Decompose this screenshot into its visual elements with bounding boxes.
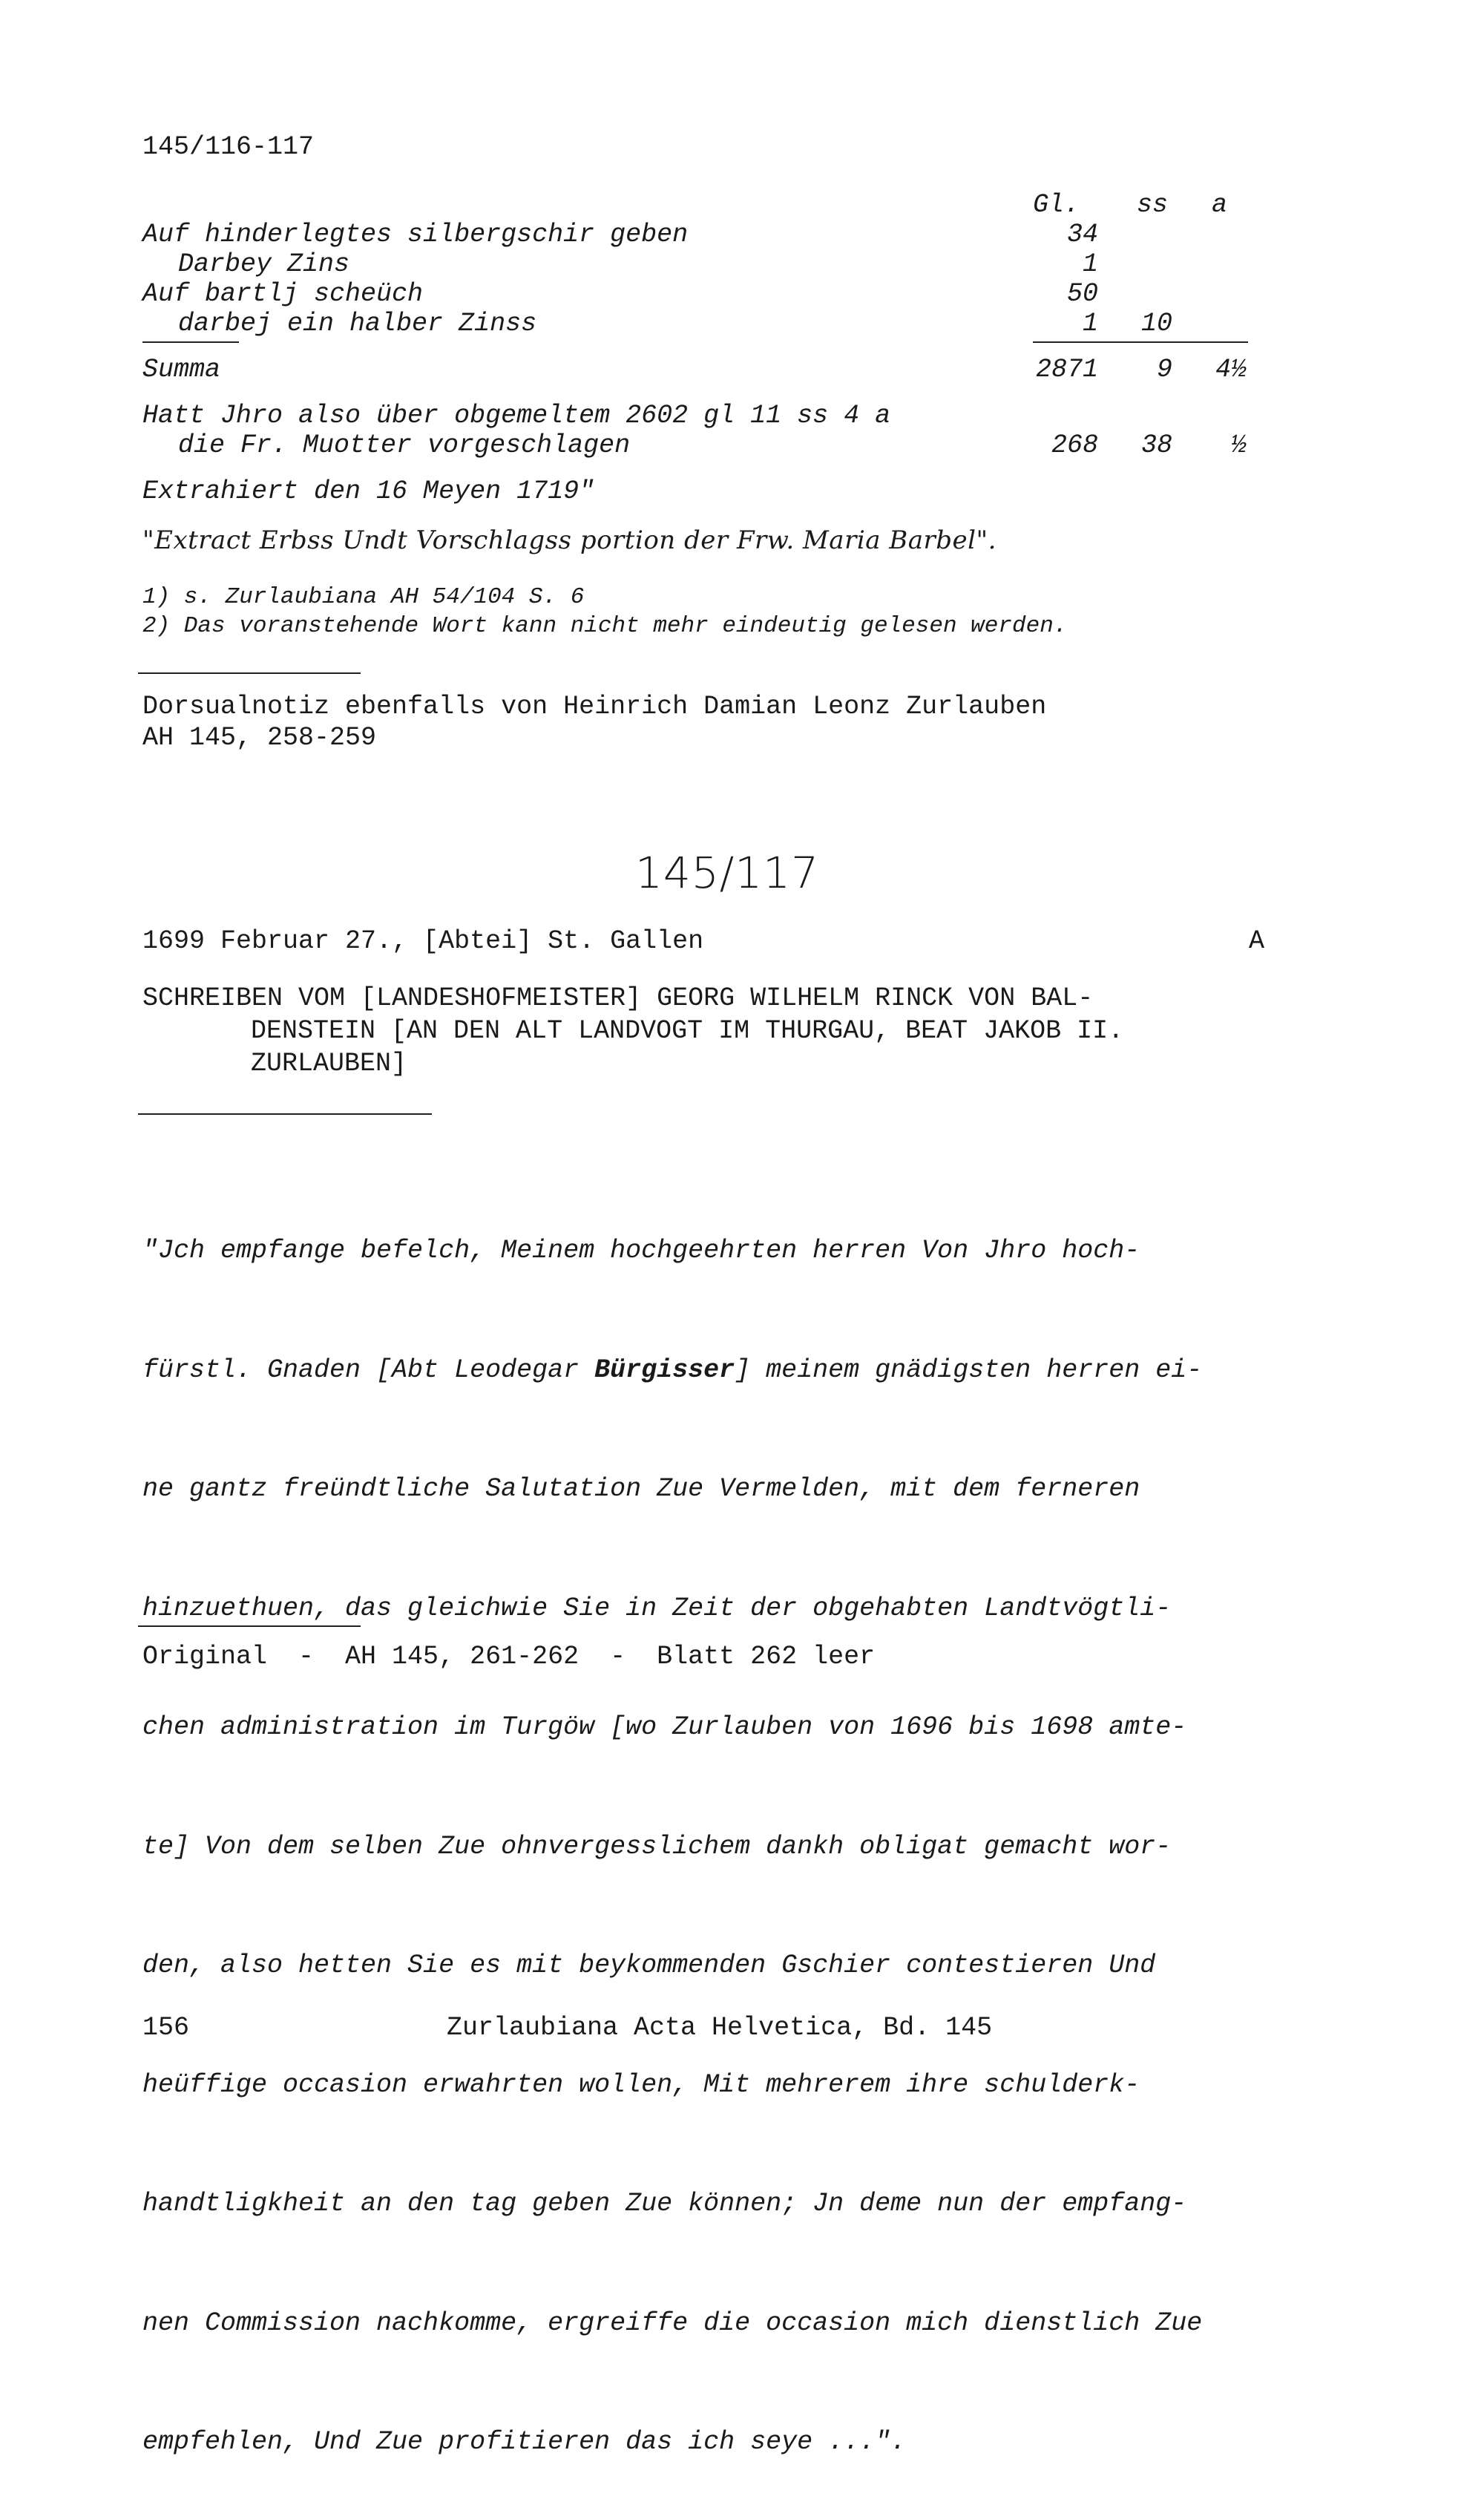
section-rule bbox=[138, 1625, 361, 1627]
page-number: 156 bbox=[142, 2013, 190, 2043]
short-rule bbox=[142, 341, 239, 343]
heading-line: ZURLAUBEN] bbox=[251, 1049, 407, 1078]
ledger-row-gl: 50 bbox=[1066, 279, 1098, 309]
column-header-a: a bbox=[1212, 190, 1228, 220]
quote-line: empfehlen, Und Zue profitieren das ich seye ...". bbox=[142, 2427, 907, 2457]
series-title: Zurlaubiana Acta Helvetica, Bd. 145 bbox=[447, 2013, 993, 2043]
quote-line: nen Commission nachkomme, ergreiffe die occasion mich dienstlich Zue bbox=[142, 2308, 1203, 2338]
ledger-row-label: Darbey Zins bbox=[178, 249, 350, 279]
dorsual-note: Dorsualnotiz ebenfalls von Heinrich Damian Leonz Zurlauben bbox=[142, 692, 1047, 721]
quote-line bbox=[142, 1351, 1202, 1391]
section-rule bbox=[138, 1113, 432, 1115]
sum-rule bbox=[1033, 341, 1248, 343]
ledger-row-gl: 34 bbox=[1066, 220, 1098, 249]
note-a: ½ bbox=[1230, 430, 1247, 460]
column-header-ss: ss bbox=[1137, 190, 1169, 220]
ledger-row-gl: 1 bbox=[1082, 249, 1098, 279]
ledger-note-line: Hatt Jhro also über obgemeltem 2602 gl 11 ss 4 a bbox=[142, 401, 891, 430]
type-marker: A bbox=[1249, 926, 1265, 956]
heading-line: DENSTEIN [AN DEN ALT LANDVOGT IM THURGAU, BEAT JAKOB II. bbox=[251, 1016, 1124, 1046]
quote-line: "Jch empfange befelch, Meinem hochgeehrten herren Von Jhro hoch- bbox=[142, 1236, 1140, 1265]
date-line: 1699 Februar 27., [Abtei] St. Gallen bbox=[142, 926, 704, 956]
extrahiert-line: Extrahiert den 16 Meyen 1719" bbox=[142, 477, 595, 506]
column-header-gl: Gl. bbox=[1033, 190, 1080, 220]
quote-line: ne gantz freündtliche Salutation Zue Vermelden, mit dem ferneren bbox=[142, 1474, 1140, 1504]
ledger-row-ss: 10 bbox=[1140, 309, 1172, 338]
heading-line: SCHREIBEN VOM [LANDESHOFMEISTER] GEORG WILHELM RINCK VON BAL- bbox=[142, 983, 1094, 1013]
document-number: 145/117 bbox=[635, 848, 819, 898]
quote-text: fürstl. Gnaden [Abt Leodegar bbox=[142, 1355, 595, 1385]
ledger-row-label: Auf bartlj scheüch bbox=[142, 279, 424, 309]
note-gl: 268 bbox=[1051, 430, 1098, 460]
quote-line: heüffige occasion erwahrten wollen, Mit mehrerem ihre schulderk- bbox=[142, 2069, 1140, 2100]
quote-line: hinzuethuen, das gleichwie Sie in Zeit der obgehabten Landtvögtli- bbox=[142, 1593, 1172, 1623]
archive-reference: AH 145, 258-259 bbox=[142, 723, 377, 753]
abbot-name: Bürgisser bbox=[594, 1355, 735, 1385]
ledger-row-label: darbej ein halber Zinss bbox=[178, 309, 537, 338]
quote-line: den, also hetten Sie es mit beykommenden Gschier contestieren Und bbox=[142, 1951, 1156, 1980]
letter-quote bbox=[142, 1152, 1202, 2502]
ledger-row-label: Auf hinderlegtes silbergschir geben bbox=[142, 220, 689, 249]
quote-line: handtligkheit an den tag geben Zue können; Jn deme nun der empfang- bbox=[142, 2189, 1187, 2218]
dorsual-script-line: "Extract Erbss Undt Vorschlagss portion der Frw. Maria Barbel". bbox=[142, 525, 997, 555]
note-ss: 38 bbox=[1140, 430, 1172, 460]
ledger-row-gl: 1 bbox=[1082, 309, 1098, 338]
quote-line: chen administration im Turgöw [wo Zurlauben von 1696 bis 1698 amte- bbox=[142, 1712, 1187, 1742]
original-reference: Original - AH 145, 261-262 - Blatt 262 leer bbox=[142, 1642, 876, 1671]
quote-line: te] Von dem selben Zue ohnvergesslichem dankh obligat gemacht wor- bbox=[142, 1831, 1172, 1861]
sum-label: Summa bbox=[142, 355, 221, 384]
sum-a: 4½ bbox=[1215, 355, 1247, 384]
sum-ss: 9 bbox=[1156, 355, 1172, 384]
section-rule bbox=[138, 672, 361, 674]
footnote: 1) s. Zurlaubiana AH 54/104 S. 6 bbox=[142, 584, 585, 610]
document-reference: 145/116-117 bbox=[142, 132, 315, 162]
footnote: 2) Das voranstehende Wort kann nicht mehr eindeutig gelesen werden. bbox=[142, 613, 1068, 639]
sum-gl: 2871 bbox=[1035, 355, 1098, 384]
ledger-note-line: die Fr. Muotter vorgeschlagen bbox=[178, 430, 631, 460]
quote-text: ] meinem gnädigsten herren ei- bbox=[735, 1355, 1203, 1385]
